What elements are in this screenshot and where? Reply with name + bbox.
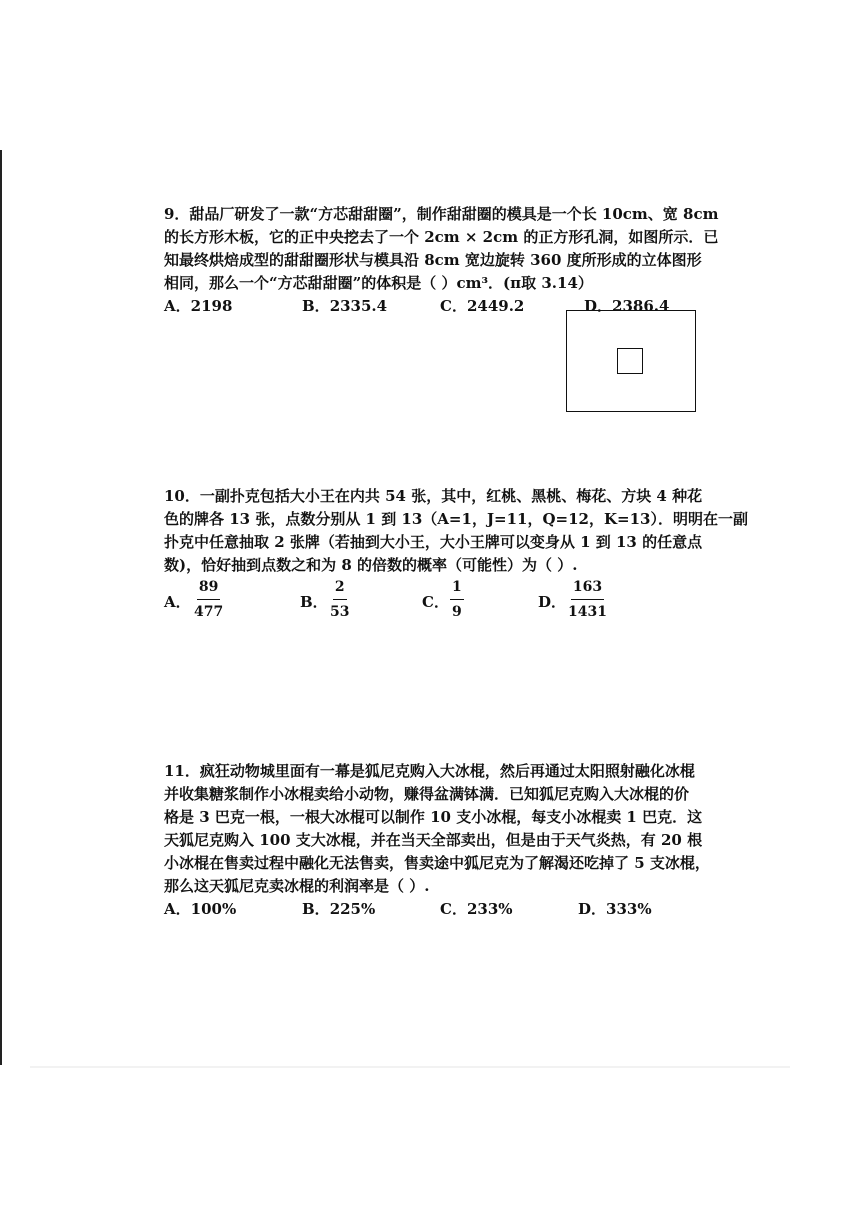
question-10-line-1: 10．一副扑克包括大小王在内共 54 张，其中，红桃、黑桃、梅花、方块 4 种花: [164, 487, 703, 505]
option-a[interactable]: [164, 898, 236, 921]
fraction: [568, 577, 607, 622]
option-value: 2386.4: [612, 297, 670, 315]
option-d[interactable]: [578, 898, 652, 921]
square-hole: [617, 348, 643, 374]
question-10-line-3: 扑克中任意抽取 2 张牌（若抽到大小王，大小王牌可以变身从 1 到 13 的任意点: [164, 533, 703, 551]
option-letter: A．: [164, 297, 191, 315]
numerator: 1: [450, 577, 464, 600]
option-letter: D．: [578, 900, 607, 918]
mold-rectangle-figure: [566, 310, 696, 412]
option-value: 100%: [190, 900, 237, 918]
option-letter: B．: [302, 297, 330, 315]
option-letter: D．: [538, 593, 567, 611]
option-c[interactable]: [440, 295, 524, 318]
question-9: [164, 203, 719, 321]
fraction: [450, 577, 464, 622]
question-9-line-4: 相同，那么一个“方芯甜甜圈”的体积是（ ）cm³．(π取 3.14）: [164, 274, 593, 292]
option-value: 2198: [190, 297, 233, 315]
option-value: 233%: [466, 900, 513, 918]
option-letter: A．: [164, 900, 191, 918]
numerator: 89: [197, 577, 220, 600]
option-a[interactable]: [164, 295, 232, 318]
fraction: [330, 577, 349, 622]
scan-left-edge: [0, 150, 2, 1065]
denominator: 53: [330, 604, 350, 620]
option-letter: B．: [300, 593, 328, 611]
question-11-line-1: 11．疯狂动物城里面有一幕是狐尼克购入大冰棍，然后再通过太阳照射融化冰棍: [164, 762, 695, 780]
option-letter: C．: [440, 900, 467, 918]
option-letter: C．: [440, 297, 467, 315]
question-11-line-5: 小冰棍在售卖过程中融化无法售卖，售卖途中狐尼克为了解渴还吃掉了 5 支冰棍，: [164, 854, 710, 872]
denominator: 1431: [568, 604, 607, 620]
option-value: 333%: [606, 900, 652, 918]
question-10-options: [164, 577, 704, 631]
question-9-line-2: 的长方形木板，它的正中央挖去了一个 2cm × 2cm 的正方形孔洞，如图所示．已: [164, 228, 719, 246]
fraction: [194, 577, 223, 622]
option-letter: C．: [422, 593, 449, 611]
question-9-line-1: 9．甜品厂研发了一款“方芯甜甜圈”，制作甜甜圈的模具是一个长 10cm、宽 8cm: [164, 205, 719, 223]
option-value: 225%: [329, 900, 376, 918]
question-10: [164, 485, 748, 631]
numerator: 2: [333, 577, 347, 600]
question-11-line-4: 天狐尼克购入 100 支大冰棍，并在当天全部卖出，但是由于天气炎热，有 20 根: [164, 831, 703, 849]
scan-bottom-edge: [30, 1066, 790, 1068]
question-11: [164, 760, 710, 924]
question-11-line-2: 并收集糖浆制作小冰棍卖给小动物，赚得盆满钵满．已知狐尼克购入大冰棍的价: [164, 785, 690, 803]
question-10-line-4: 数)，恰好抽到点数之和为 8 的倍数的概率（可能性）为（ ）.: [164, 556, 578, 574]
question-11-line-3: 格是 3 巴克一根，一根大冰棍可以制作 10 支小冰棍，每支小冰棍卖 1 巴克．这: [164, 808, 703, 826]
denominator: 477: [194, 604, 224, 620]
option-letter: A．: [164, 593, 191, 611]
question-11-line-6: 那么这天狐尼克卖冰棍的利润率是（ ）.: [164, 877, 430, 895]
option-c[interactable]: [440, 898, 513, 921]
option-letter: D．: [584, 297, 613, 315]
numerator: 163: [571, 577, 604, 600]
question-11-options: [164, 898, 704, 924]
option-value: 2449.2: [466, 297, 525, 315]
option-b[interactable]: [302, 898, 375, 921]
denominator: 9: [452, 604, 462, 620]
question-9-line-3: 知最终烘焙成型的甜甜圈形状与模具沿 8cm 宽边旋转 360 度所形成的立体图形: [164, 251, 702, 269]
option-value: 2335.4: [329, 297, 388, 315]
question-10-line-2: 色的牌各 13 张，点数分别从 1 到 13（A=1，J=11，Q=12，K=13）．明明在一副: [164, 510, 748, 528]
option-letter: B．: [302, 900, 330, 918]
option-b[interactable]: [302, 295, 387, 318]
